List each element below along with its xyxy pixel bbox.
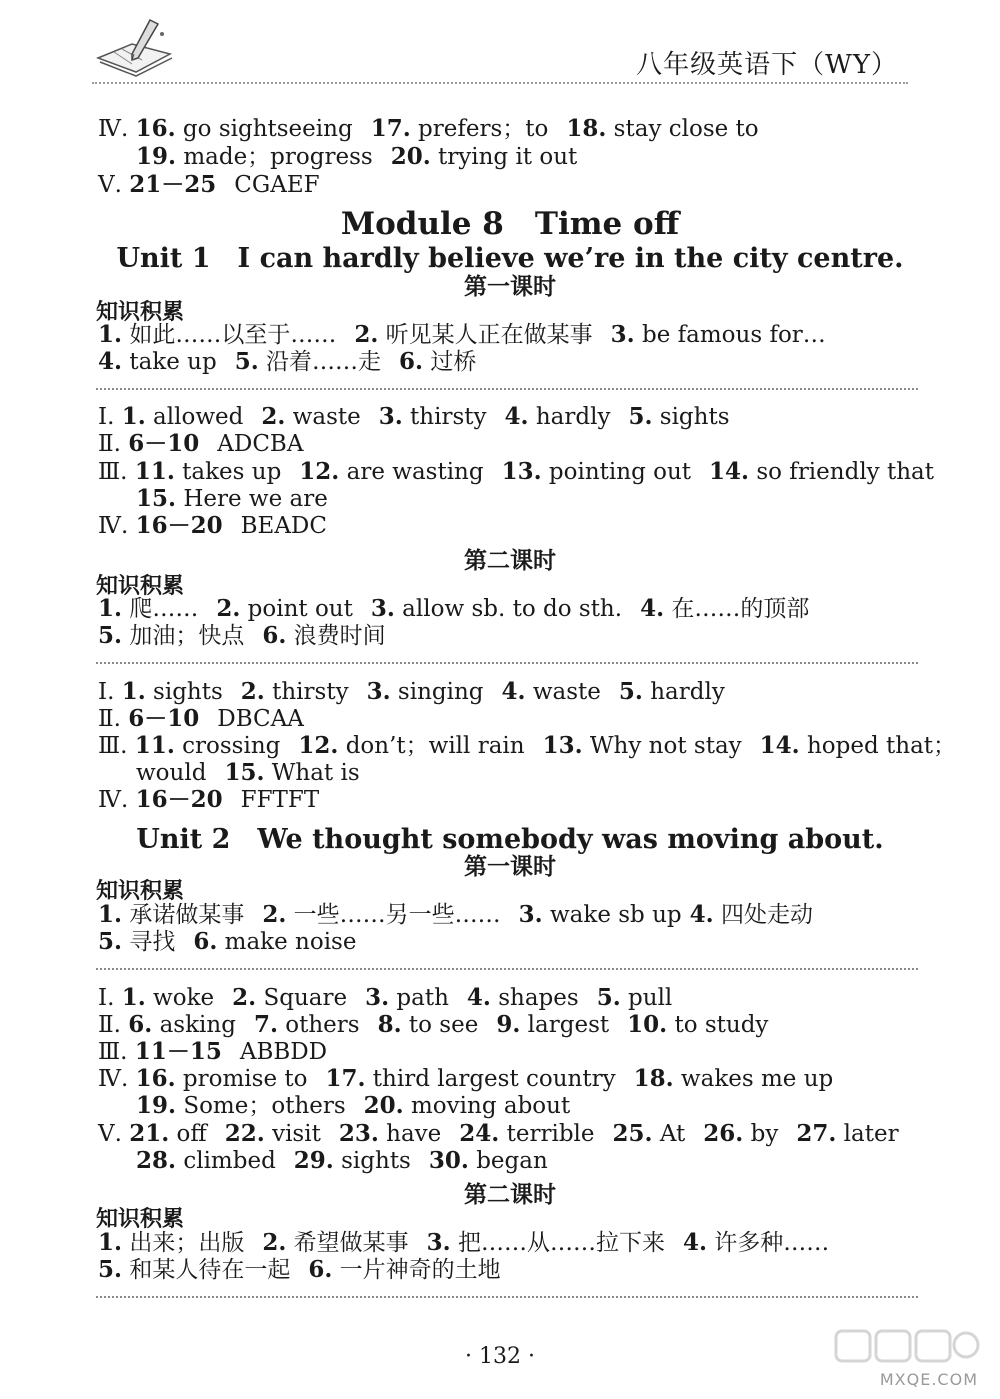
top-iv-line1: Ⅳ. 16. go sightseeing 17. prefers；to 18. stay close to — [98, 115, 759, 142]
unit2-lesson1-kb-heading: 知识积累 — [96, 879, 185, 904]
unit1-lesson2-kb-heading: 知识积累 — [96, 574, 185, 599]
unit2-lesson2-label: 第二课时 — [464, 1182, 556, 1208]
unit2-lesson1-label: 第一课时 — [464, 854, 556, 880]
divider — [96, 662, 918, 664]
unit1-lesson1-iv: Ⅳ. 16－20 BEADC — [98, 512, 327, 539]
unit1-lesson2-i: Ⅰ. 1. sights 2. thirsty 3. singing 4. waste 5. hardly — [98, 678, 725, 705]
unit2-lesson1-kb-line1: 1. 承诺做某事 2. 一些……另一些…… 3. wake sb up 4. 四处走动 — [98, 901, 813, 928]
page-number: · 132 · — [465, 1344, 535, 1369]
unit1-lesson2-iv: Ⅳ. 16－20 FFTFT — [98, 786, 320, 813]
pen-and-book-logo-icon — [92, 14, 178, 80]
unit1-lesson1-ii: Ⅱ. 6－10 ADCBA — [98, 430, 304, 457]
top-iv-line2: 19. made；progress 20. trying it out — [136, 143, 578, 170]
unit2-lesson1-v-line1: Ⅴ. 21. off 22. visit 23. have 24. terrible 25. At 26. by 27. later — [98, 1120, 899, 1147]
unit2-lesson1-iv-line1: Ⅳ. 16. promise to 17. third largest country 18. wakes me up — [98, 1065, 834, 1092]
unit2-lesson1-iii: Ⅲ. 11－15 ABBDD — [98, 1038, 328, 1065]
watermark-text: MXQE.COM — [879, 1370, 978, 1389]
unit2-lesson1-ii: Ⅱ. 6. asking 7. others 8. to see 9. largest 10. to study — [98, 1011, 769, 1038]
divider — [96, 388, 918, 390]
unit1-lesson2-label: 第二课时 — [464, 548, 556, 574]
header-title: 八年级英语下（WY） — [636, 50, 898, 80]
header-divider — [92, 82, 908, 84]
unit1-lesson1-kb-line2: 4. take up 5. 沿着……走 6. 过桥 — [98, 348, 477, 375]
unit1-lesson1-label: 第一课时 — [464, 274, 556, 300]
unit2-lesson1-kb-line2: 5. 寻找 6. make noise — [98, 928, 357, 955]
divider — [96, 968, 918, 970]
unit2-lesson1-i: Ⅰ. 1. woke 2. Square 3. path 4. shapes 5. pull — [98, 984, 673, 1011]
unit2-lesson2-kb-heading: 知识积累 — [96, 1207, 185, 1232]
unit2-title: Unit 2 We thought somebody was moving about. — [136, 824, 884, 855]
divider — [96, 1296, 918, 1298]
unit1-lesson1-kb-line1: 1. 如此……以至于…… 2. 听见某人正在做某事 3. be famous for… — [98, 321, 826, 348]
unit1-title: Unit 1 I can hardly believe we’re in the city centre. — [116, 243, 904, 274]
unit1-lesson1-iii-line2: 15. Here we are — [136, 485, 328, 512]
unit1-lesson2-iii-line1: Ⅲ. 11. crossing 12. don’t；will rain 13. Why not stay 14. hoped that； — [98, 732, 957, 759]
unit1-lesson2-kb-line2: 5. 加油；快点 6. 浪费时间 — [98, 622, 386, 649]
unit1-lesson1-iii-line1: Ⅲ. 11. takes up 12. are wasting 13. pointing out 14. so friendly that — [98, 458, 934, 485]
module-title: Module 8 Time off — [340, 206, 680, 242]
unit2-lesson1-iv-line2: 19. Some；others 20. moving about — [136, 1092, 571, 1119]
unit1-lesson1-i: Ⅰ. 1. allowed 2. waste 3. thirsty 4. hardly 5. sights — [98, 403, 730, 430]
unit1-lesson2-ii: Ⅱ. 6－10 DBCAA — [98, 705, 304, 732]
unit1-lesson2-iii-line2: would 15. What is — [136, 759, 360, 786]
unit1-lesson1-kb-heading: 知识积累 — [96, 300, 185, 325]
unit2-lesson2-kb-line1: 1. 出来；出版 2. 希望做某事 3. 把……从……拉下来 4. 许多种…… — [98, 1229, 830, 1256]
top-v-line: Ⅴ. 21－25 CGAEF — [98, 171, 320, 198]
unit2-lesson1-v-line2: 28. climbed 29. sights 30. began — [136, 1147, 548, 1174]
unit2-lesson2-kb-line2: 5. 和某人待在一起 6. 一片神奇的土地 — [98, 1256, 501, 1283]
unit1-lesson2-kb-line1: 1. 爬…… 2. point out 3. allow sb. to do sth. 4. 在……的顶部 — [98, 595, 810, 622]
